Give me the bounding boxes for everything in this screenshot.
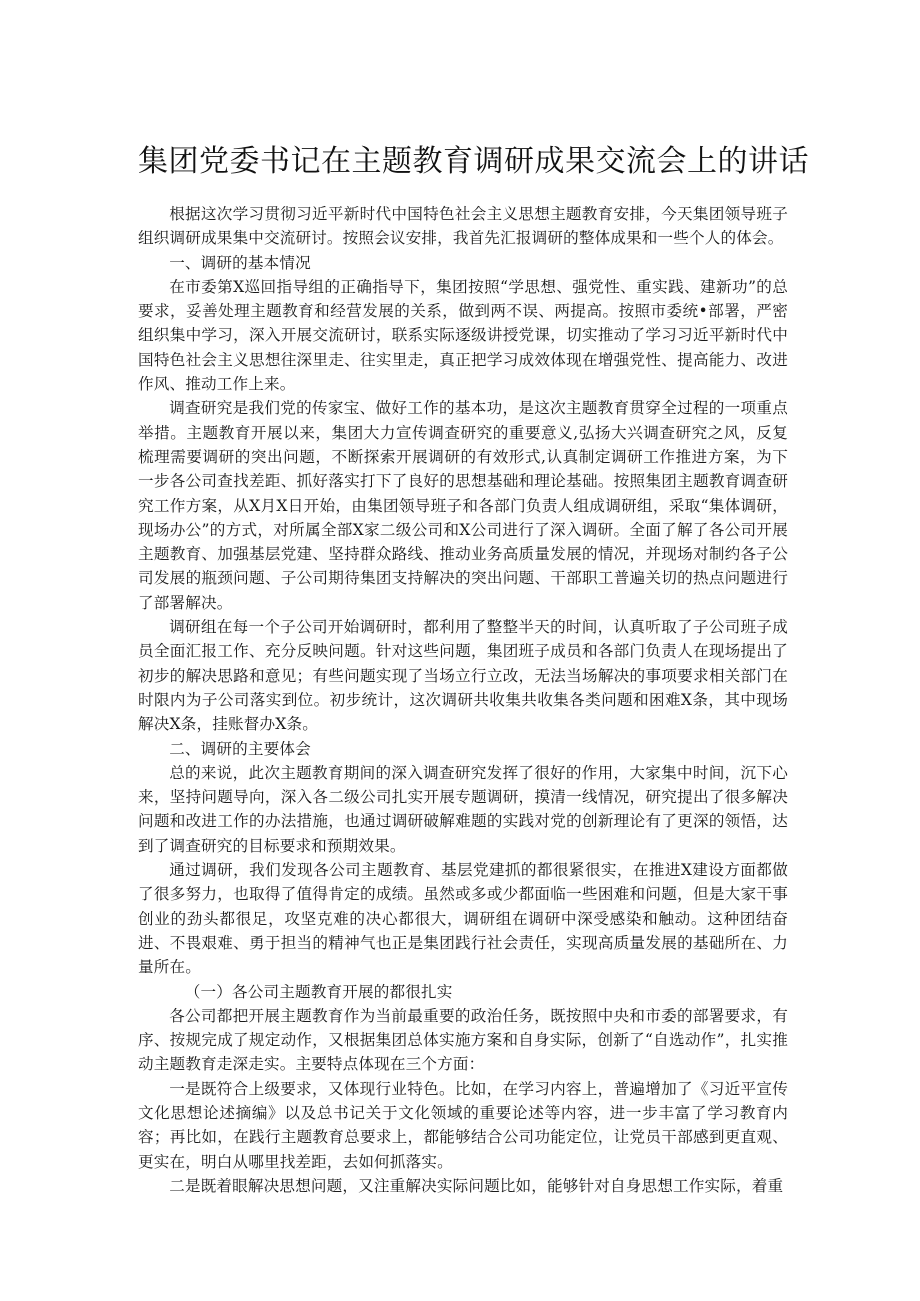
document-page	[138, 140, 809, 1198]
document-body	[138, 202, 788, 1198]
paragraph: 一是既符合上级要求，又体现行业特色。比如，在学习内容上，普遍增加了《习近平宣传文化思想论述摘编》以及总书记关于文化领域的重要论述等内容，进一步丰富了学习教育内容；再比如，在践行主题教育总要求上，都能够结合公司功能定位，让党员干部感到更直观、更实在，明白从哪里找差距，去如何抓落实。	[138, 1079, 788, 1171]
paragraph: 二是既着眼解决思想问题，又注重解决实际问题比如，能够针对自身思想工作实际，着重	[169, 1176, 784, 1195]
paragraph: 调查研究是我们党的传家宝、做好工作的基本功，是这次主题教育贯穿全过程的一项重点举措。主题教育开展以来，集团大力宣传调查研究的重要意义,弘扬大兴调查研究之风，反复梳理需要调研的突出问题，不断探索开展调研的有效形式,认真制定调研工作推进方案，为下一步各公司查找差距、抓好落实打下了良好的思想基础和理论基础。按照集团主题教育调查研究工作方案，从X月X日开始，由集团领导班子和各部门负责人组成调研组，采取“集体调研，现场办公”的方式，对所属全部X家二级公司和X公司进行了深入调研。全面了解了各公司开展主题教育、加强基层党建、坚持群众路线、推动业务高质量发展的情况，并现场对制约各子公司发展的瓶颈问题、子公司期待集团支持解决的突出问题、干部职工普遍关切的热点问题进行了部署解决。	[138, 399, 788, 612]
section-heading-2: 二、调研的主要体会	[169, 739, 311, 758]
document-title: 集团党委书记在主题教育调研成果交流会上的讲话	[138, 144, 809, 179]
paragraph-intro: 根据这次学习贯彻习近平新时代中国特色社会主义思想主题教育安排，今天集团领导班子组织调研成果集中交流研讨。按照会议安排，我首先汇报调研的整体成果和一些个人的体会。	[138, 205, 788, 248]
paragraph: 在市委第X巡回指导组的正确指导下，集团按照“学思想、强党性、重实践、建新功”的总要求，妥善处理主题教育和经营发展的关系，做到两不误、两提高。按照市委统•部署，严密组织集中学习，深入开展交流研讨，联系实际逐级讲授党课，切实推动了学习习近平新时代中国特色社会主义思想往深里走、往实里走，真正把学习成效体现在增强党性、提高能力、改进作风、推动工作上来。	[138, 277, 788, 394]
section-heading-1: 一、调研的基本情况	[169, 253, 311, 272]
paragraph: 总的来说，此次主题教育期间的深入调查研究发挥了很好的作用，大家集中时间，沉下心来，坚持问题导向，深入各二级公司扎实开展专题调研，摸清一线情况，研究提出了很多解决问题和改进工作的办法措施，也通过调研破解难题的实践对党的创新理论有了更深的领悟，达到了调查研究的目标要求和预期效果。	[138, 763, 788, 855]
subsection-heading-1: （一）各公司主题教育开展的都很扎实	[184, 982, 453, 1001]
paragraph: 各公司都把开展主题教育作为当前最重要的政治任务，既按照中央和市委的部署要求，有序、按规完成了规定动作，又根据集团总体实施方案和自身实际，创新了“自选动作”，扎实推动主题教育走深走实。主要特点体现在三个方面：	[138, 1006, 788, 1074]
paragraph: 通过调研，我们发现各公司主题教育、基层党建抓的都很紧很实，在推进X建设方面都做了很多努力，也取得了值得肯定的成绩。虽然或多或少都面临一些困难和问题，但是大家干事创业的劲头都很足，攻坚克难的决心都很大，调研组在调研中深受感染和触动。这种团结奋进、不畏艰难、勇于担当的精神气也正是集团践行社会责任，实现高质量发展的基础所在、力量所在。	[138, 861, 788, 977]
paragraph: 调研组在每一个子公司开始调研时，都利用了整整半天的时间，认真听取了子公司班子成员全面汇报工作、充分反映问题。针对这些问题，集团班子成员和各部门负责人在现场提出了初步的解决思路和意见；有些问题实现了当场立行立改，无法当场解决的事项要求相关部门在时限内为子公司落实到位。初步统计，这次调研共收集共收集各类问题和困难X条，其中现场解决X条，挂账督办X条。	[138, 618, 788, 734]
